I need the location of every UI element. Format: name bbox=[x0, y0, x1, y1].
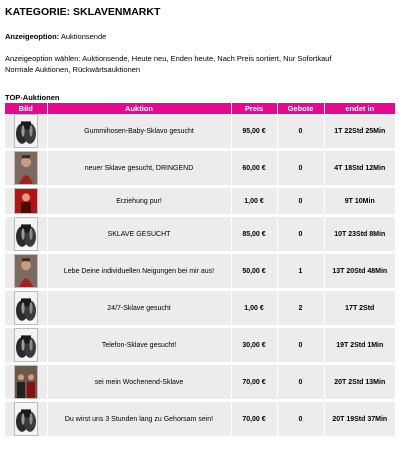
latex-body-thumbnail-icon[interactable] bbox=[14, 217, 38, 251]
row-time-remaining: 13T 20Std 48Min bbox=[324, 253, 395, 290]
option-enden-heute-link[interactable]: Enden heute bbox=[170, 54, 214, 63]
row-image-cell bbox=[5, 327, 47, 364]
column-header-auktion: Auktion bbox=[47, 103, 231, 114]
option-normale-auktionen-link[interactable]: Normale Auktionen bbox=[5, 65, 69, 74]
option-nur-sofortkauf-link[interactable]: Nur Sofortkauf bbox=[283, 54, 332, 63]
display-option-label: Anzeigeoption: bbox=[5, 32, 60, 41]
row-time-remaining: 9T 10Min bbox=[324, 187, 395, 216]
row-price: 70,00 € bbox=[231, 401, 277, 438]
row-image-cell bbox=[5, 216, 47, 253]
current-display-option bbox=[5, 32, 395, 41]
table-row[interactable] bbox=[5, 364, 395, 401]
row-bid-count: 0 bbox=[277, 187, 324, 216]
row-title-link[interactable]: 24/7-Sklave gesucht bbox=[47, 290, 231, 327]
row-image-cell bbox=[5, 187, 47, 216]
row-title-link[interactable]: sei mein Wochenend-Sklave bbox=[47, 364, 231, 401]
column-header-endet-in[interactable]: endet in bbox=[324, 103, 395, 114]
table-header-row bbox=[5, 103, 395, 114]
row-bid-count: 0 bbox=[277, 150, 324, 187]
display-option-value: Auktionsende bbox=[60, 32, 107, 41]
row-price: 1,00 € bbox=[231, 290, 277, 327]
row-price: 70,00 € bbox=[231, 364, 277, 401]
row-price: 85,00 € bbox=[231, 216, 277, 253]
person-photo-thumbnail-icon[interactable] bbox=[14, 151, 38, 185]
group-photo-thumbnail-icon[interactable] bbox=[14, 365, 38, 399]
latex-body-thumbnail-icon[interactable] bbox=[14, 114, 38, 148]
table-row[interactable] bbox=[5, 187, 395, 216]
table-row[interactable] bbox=[5, 401, 395, 438]
row-title-link[interactable]: neuer Sklave gesucht, DRINGEND bbox=[47, 150, 231, 187]
row-price: 60,00 € bbox=[231, 150, 277, 187]
table-row[interactable] bbox=[5, 114, 395, 150]
row-bid-count: 0 bbox=[277, 401, 324, 438]
top-auctions-table bbox=[5, 103, 395, 439]
row-image-cell bbox=[5, 150, 47, 187]
row-time-remaining: 1T 22Std 25Min bbox=[324, 114, 395, 150]
latex-body-thumbnail-icon[interactable] bbox=[14, 291, 38, 325]
row-bid-count: 0 bbox=[277, 364, 324, 401]
table-row[interactable] bbox=[5, 216, 395, 253]
row-title-link[interactable]: Lebe Deine individuellen Neigungen bei mir aus! bbox=[47, 253, 231, 290]
row-bid-count: 0 bbox=[277, 327, 324, 364]
row-title-link[interactable]: SKLAVE GESUCHT bbox=[47, 216, 231, 253]
column-header-bild: Bild bbox=[5, 103, 47, 114]
row-image-cell bbox=[5, 114, 47, 150]
row-title-link[interactable]: Gummihosen-Baby-Sklavo gesucht bbox=[47, 114, 231, 150]
display-option-chooser-label: Anzeigeoption wählen: bbox=[5, 54, 81, 63]
row-bid-count: 1 bbox=[277, 253, 324, 290]
person-photo-thumbnail-icon[interactable] bbox=[14, 254, 38, 288]
row-bid-count: 0 bbox=[277, 114, 324, 150]
column-header-preis[interactable]: Preis bbox=[231, 103, 277, 114]
row-price: 95,00 € bbox=[231, 114, 277, 150]
latex-body-thumbnail-icon[interactable] bbox=[14, 402, 38, 436]
option-heute-neu-link[interactable]: Heute neu bbox=[131, 54, 167, 63]
row-title-link[interactable]: Du wirst uns 3 Stunden lang zu Gehorsam sein! bbox=[47, 401, 231, 438]
row-price: 30,00 € bbox=[231, 327, 277, 364]
table-row[interactable] bbox=[5, 327, 395, 364]
column-header-gebote[interactable]: Gebote bbox=[277, 103, 324, 114]
row-image-cell bbox=[5, 253, 47, 290]
row-time-remaining: 4T 18Std 12Min bbox=[324, 150, 395, 187]
option-nach-preis-link[interactable]: Nach Preis sortiert bbox=[217, 54, 279, 63]
row-bid-count: 0 bbox=[277, 216, 324, 253]
latex-body-thumbnail-icon[interactable] bbox=[14, 328, 38, 362]
row-time-remaining: 19T 2Std 1Min bbox=[324, 327, 395, 364]
row-bid-count: 2 bbox=[277, 290, 324, 327]
table-row[interactable] bbox=[5, 290, 395, 327]
row-title-link[interactable]: Telefon-Sklave gesucht! bbox=[47, 327, 231, 364]
table-row[interactable] bbox=[5, 150, 395, 187]
row-title-link[interactable]: Erziehung pur! bbox=[47, 187, 231, 216]
top-auctions-title: TOP-Auktionen bbox=[5, 93, 60, 102]
row-image-cell bbox=[5, 290, 47, 327]
option-auktionsende-link[interactable]: Auktionsende bbox=[82, 54, 128, 63]
row-image-cell bbox=[5, 401, 47, 438]
category-heading: KATEGORIE: SKLAVENMARKT bbox=[5, 6, 161, 18]
row-time-remaining: 17T 2Std bbox=[324, 290, 395, 327]
red-photo-thumbnail-icon[interactable] bbox=[14, 188, 38, 214]
table-row[interactable] bbox=[5, 253, 395, 290]
option-rueckwaertsauktionen-link[interactable]: Rückwärtsauktionen bbox=[72, 65, 141, 74]
row-price: 50,00 € bbox=[231, 253, 277, 290]
row-time-remaining: 20T 2Std 13Min bbox=[324, 364, 395, 401]
display-option-chooser: Anzeigeoption wählen: Auktionsende, Heute neu, Enden heute, Nach Preis sortiert, Nur Sofortkauf Normale Auktionen, Rückwärtsauktionen bbox=[5, 54, 332, 74]
row-time-remaining: 10T 23Std 8Min bbox=[324, 216, 395, 253]
row-time-remaining: 20T 19Std 37Min bbox=[324, 401, 395, 438]
row-price: 1,00 € bbox=[231, 187, 277, 216]
row-image-cell bbox=[5, 364, 47, 401]
